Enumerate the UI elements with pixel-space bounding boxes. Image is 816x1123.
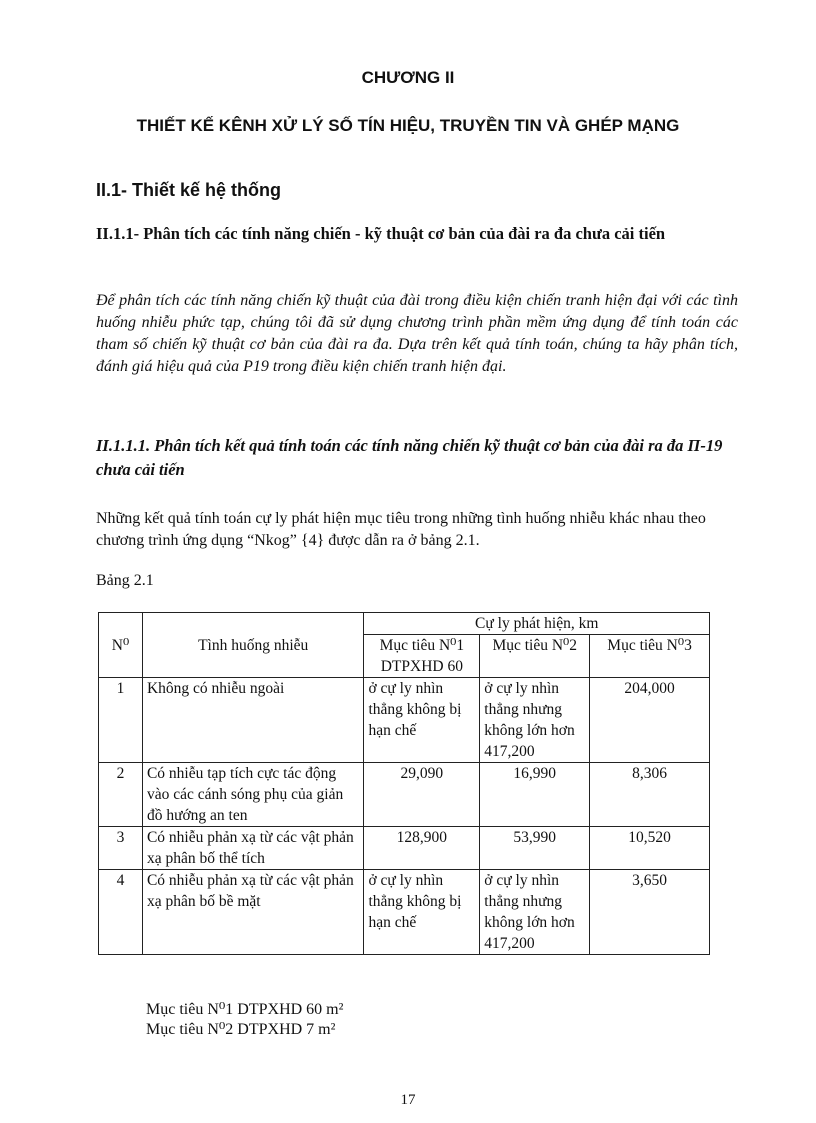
row-target-2: ở cự ly nhìn thẳng nhưng không lớn hơn 417,200 [480,678,590,763]
row-target-1: ở cự ly nhìn thẳng không bị hạn chế [364,678,480,763]
detection-range-table [98,612,710,955]
row-target-1: ở cự ly nhìn thẳng không bị hạn chế [364,870,480,955]
row-situation: Có nhiễu phản xạ từ các vật phản xạ phân bố bề mặt [142,870,364,955]
row-situation: Không có nhiễu ngoài [142,678,364,763]
subsubsection-heading: II.1.1.1. Phân tích kết quả tính toán các tính năng chiến kỹ thuật cơ bản của đài ra đa П-19 chưa cải tiến [96,436,723,479]
header-target-2: Mục tiêu N⁰2 [480,635,590,678]
row-situation: Có nhiễu tạp tích cực tác động vào các cánh sóng phụ của giản đồ hướng an ten [142,763,364,827]
table-notes [146,1000,343,1040]
row-target-3: 204,000 [590,678,710,763]
table-row [99,870,710,955]
row-target-2: 53,990 [480,827,590,870]
section-heading: II.1- Thiết kế hệ thống [96,180,282,200]
table-row [99,763,710,827]
subsection-heading: II.1.1- Phân tích các tính năng chiến - kỹ thuật cơ bản của đài ra đa chưa cải tiến [96,224,666,243]
table-row [99,827,710,870]
row-target-3: 10,520 [590,827,710,870]
row-target-2: 16,990 [480,763,590,827]
row-no: 4 [99,870,143,955]
row-situation: Có nhiễu phản xạ từ các vật phản xạ phân bố thể tích [142,827,364,870]
table-caption: Bảng 2.1 [96,572,154,589]
intro-paragraph: Để phân tích các tính năng chiến kỹ thuật của đài trong điều kiện chiến tranh hiện đại với các tình huống nhiễu phức tạp, chúng tôi đã sử dụng chương trình phần mềm ứng dụng để tính toán các tham số chiến kỹ thuật cơ bản của đài ra đa. Dựa trên kết quả tính toán, chúng ta hãy phân tích, đánh giá hiệu quả của P19 trong điều kiện chiến tranh hiện đại. [96,292,738,375]
body-paragraph: Những kết quả tính toán cự ly phát hiện mục tiêu trong những tình huống nhiễu khác nhau theo chương trình ứng dụng “Nkog” {4} được dẫn ra ở bảng 2.1. [96,510,706,549]
row-no: 3 [99,827,143,870]
header-no: N⁰ [99,613,143,678]
note-target-2: Mục tiêu N⁰2 DTPXHD 7 m² [146,1021,336,1038]
row-target-1: 29,090 [364,763,480,827]
note-target-1: Mục tiêu N⁰1 DTPXHD 60 m² [146,1001,344,1018]
row-target-3: 8,306 [590,763,710,827]
chapter-label: CHƯƠNG II [361,68,455,87]
header-target-3: Mục tiêu N⁰3 [590,635,710,678]
row-no: 1 [99,678,143,763]
header-range-group: Cự ly phát hiện, km [364,613,710,635]
page-number: 17 [400,1092,416,1108]
row-target-1: 128,900 [364,827,480,870]
table-row [99,678,710,763]
row-target-2: ở cự ly nhìn thẳng nhưng không lớn hơn 417,200 [480,870,590,955]
row-target-3: 3,650 [590,870,710,955]
table-header-row [99,613,710,635]
row-no: 2 [99,763,143,827]
header-target-1: Mục tiêu N⁰1 DTPXHD 60 [364,635,480,678]
chapter-title: THIẾT KẾ KÊNH XỬ LÝ SỐ TÍN HIỆU, TRUYỀN TIN VÀ GHÉP MẠNG [136,116,680,135]
header-situation: Tình huống nhiễu [142,613,364,678]
